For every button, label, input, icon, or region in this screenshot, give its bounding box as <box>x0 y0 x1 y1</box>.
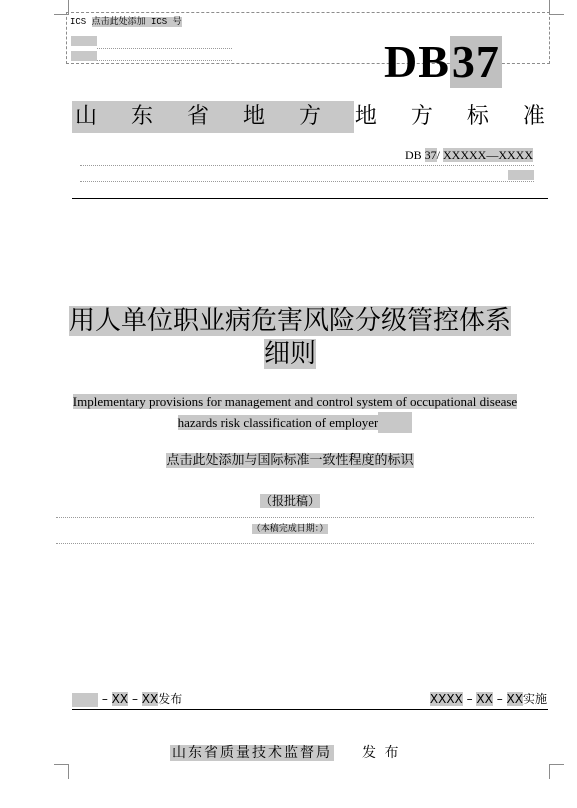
draft-stage[interactable] <box>60 492 520 510</box>
gov-title-char: 省 <box>186 104 209 129</box>
draft-stage-text: （报批稿） <box>259 494 320 508</box>
record-number-field[interactable] <box>71 51 97 61</box>
draft-date-text: （本稿完成日期：） <box>251 524 329 534</box>
issuer-action: 发 布 <box>362 745 401 761</box>
footer-rule <box>72 709 548 710</box>
issue-day[interactable]: XX <box>141 692 159 706</box>
english-title-pad <box>378 412 412 433</box>
gov-title-char: 标 <box>466 104 489 129</box>
standard-number[interactable] <box>405 148 533 162</box>
issue-month[interactable]: XX <box>111 692 129 706</box>
gov-title-char: 地 <box>242 104 265 129</box>
conformity-note[interactable] <box>60 452 520 470</box>
issue-year[interactable] <box>72 693 98 707</box>
date-dash: – <box>496 692 503 706</box>
english-title[interactable] <box>54 391 536 433</box>
conformity-text: 点击此处添加与国际标准一致性程度的标识 <box>166 453 414 468</box>
crop-mark-top-right <box>549 0 564 15</box>
local-standard-heading <box>72 100 548 134</box>
ics-field[interactable] <box>70 17 182 28</box>
replace-line-2 <box>80 181 534 182</box>
title-line-2: 细则 <box>263 339 316 369</box>
replace-standard-field[interactable] <box>508 170 534 180</box>
gov-title-char: 地 <box>354 104 377 129</box>
issuer-name[interactable]: 山东省质量技术监督局 <box>172 745 332 761</box>
logo-number[interactable]: 37 <box>451 36 500 87</box>
crop-mark-bottom-right <box>549 764 564 779</box>
std-prefix: DB <box>404 148 422 162</box>
gov-title-char: 方 <box>298 104 321 129</box>
std-province: 37 <box>424 148 437 162</box>
replace-line-1 <box>80 165 534 166</box>
logo-prefix: DB <box>384 36 450 87</box>
issue-label: 发布 <box>158 692 183 706</box>
title-line-1: 用人单位职业病危害风险分级管控体系 <box>68 306 511 336</box>
draft-date[interactable] <box>60 523 520 536</box>
date-dash: – <box>131 692 138 706</box>
issuing-authority <box>170 743 400 763</box>
english-title-line-1: Implementary provisions for management and control system of occupational disease <box>72 394 518 409</box>
draft-line-2 <box>56 543 534 544</box>
gov-title-char: 方 <box>410 104 433 129</box>
implement-day[interactable]: XX <box>506 692 523 706</box>
standard-logo <box>384 36 502 88</box>
ics-label: ICS <box>70 17 87 27</box>
date-dash: – <box>466 692 473 706</box>
ccs-field[interactable] <box>71 36 97 46</box>
implement-year[interactable]: XXXX <box>429 692 463 706</box>
header-rule <box>72 198 548 199</box>
std-sep: / <box>436 148 443 162</box>
document-title[interactable] <box>60 305 520 371</box>
ccs-underline <box>97 48 232 49</box>
issue-date[interactable] <box>72 690 182 708</box>
gov-title-char: 山 <box>75 104 98 129</box>
gov-title-char: 东 <box>130 104 153 129</box>
implement-label: 实施 <box>522 692 547 706</box>
std-code[interactable]: XXXXX—XXXX <box>443 148 533 162</box>
gov-title-char: 准 <box>522 104 545 129</box>
date-dash: – <box>101 692 108 706</box>
record-underline <box>97 60 232 61</box>
implement-date[interactable] <box>430 690 547 708</box>
crop-mark-bottom-left <box>54 764 69 779</box>
draft-line-1 <box>56 517 534 518</box>
ics-placeholder[interactable]: 点击此处添加 ICS 号 <box>91 17 182 27</box>
english-title-line-2: hazards risk classification of employer <box>177 415 379 430</box>
implement-month[interactable]: XX <box>476 692 493 706</box>
